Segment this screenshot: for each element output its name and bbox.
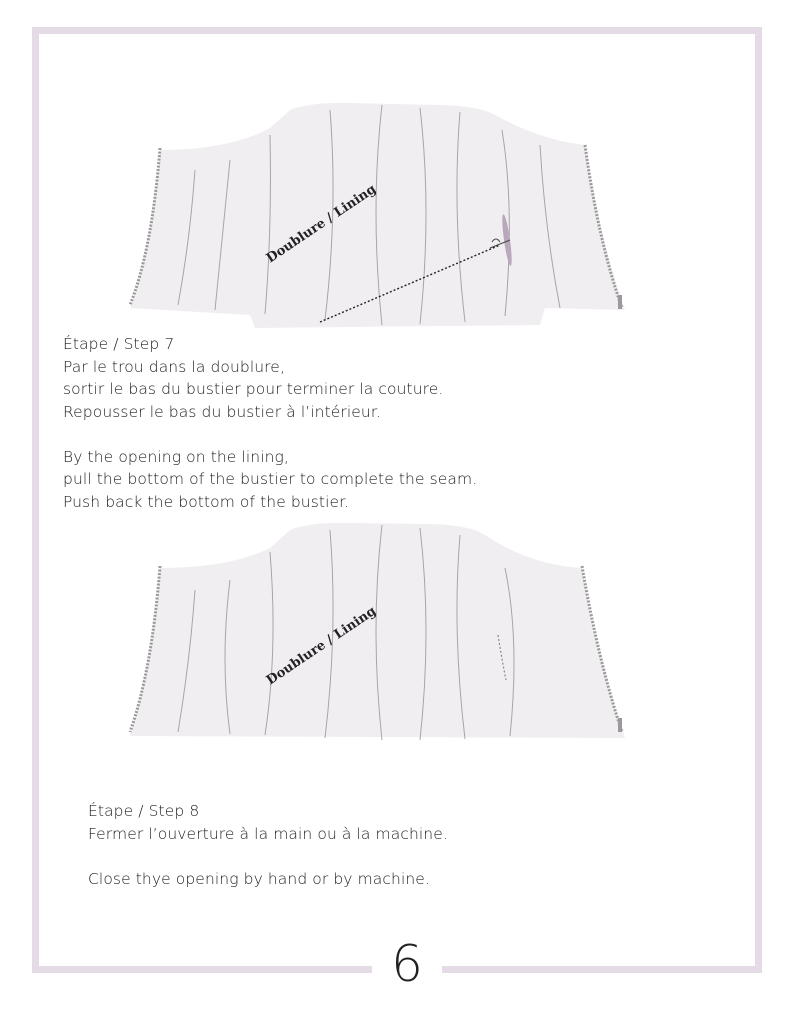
- bustier-fabric: [130, 103, 625, 328]
- step8-title: Étape / Step 8: [88, 802, 200, 820]
- step7-fr-line1: Par le trou dans la doublure,: [63, 357, 285, 376]
- step7-en-line2: pull the bottom of the bustier to complete the seam.: [63, 470, 478, 488]
- bustier-fabric: [130, 523, 625, 738]
- step8-en-line1: Close thye opening by hand or by machine.: [88, 869, 430, 888]
- step7-en-line1: By the opening on the lining,: [63, 447, 289, 466]
- step8-fr-line1: Fermer l’ouverture à la main ou à la machine.: [88, 824, 448, 843]
- step8-text: [88, 800, 448, 890]
- page-number: 6: [391, 935, 423, 993]
- step7-title: Étape / Step 7: [63, 335, 175, 353]
- bustier-illustration-step8: [120, 520, 640, 750]
- step7-text: [63, 333, 477, 513]
- step7-en-line3: Push back the bottom of the bustier.: [63, 492, 350, 511]
- bustier-illustration-step7: [120, 100, 640, 335]
- step7-fr-line2: sortir le bas du bustier pour terminer la couture.: [63, 380, 444, 398]
- step7-fr-line3: Repousser le bas du bustier à l’intérieur.: [63, 402, 381, 421]
- lining-label: Doublure / Lining: [263, 181, 380, 267]
- lining-label: Doublure / Lining: [263, 603, 380, 689]
